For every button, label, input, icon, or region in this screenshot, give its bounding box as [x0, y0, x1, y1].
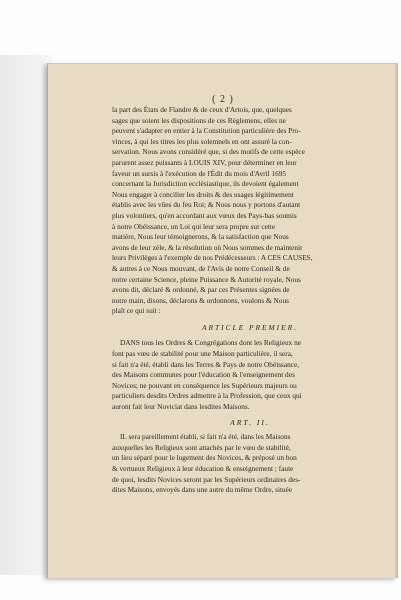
text-line: faveur un sursis à l'exécution de l'Édit du mois d'Avril 1695	[112, 168, 287, 178]
article-2-text	[112, 432, 388, 496]
article-heading: ART. II.	[230, 417, 270, 427]
page-number: ( 2 )	[212, 94, 234, 105]
text-line: établis avec les vûes du feu Roi; & Nous nous y portons d'autant	[112, 200, 301, 210]
text-line: auront fait leur Noviciat dans lesdites Maisons.	[112, 402, 250, 412]
text-line: Nous engager à concilier les droits & des usages légitimement	[112, 189, 294, 199]
text-line: avons dit, déclaré & ordonné, & par ces Présentes signées de	[112, 285, 290, 295]
facing-page-edge	[0, 55, 52, 575]
text-line: matière, Nous leur témoignerons, & la satisfaction que Nous	[112, 232, 289, 242]
article-heading: ARTICLE PREMIER.	[201, 322, 299, 332]
text-line: & vertueux Religieux à leur éducation & enseignement ; faute	[112, 464, 294, 473]
text-line: & autres à ce Nous mouvant, de l'Avis de notre Conseil & de	[112, 263, 290, 273]
text-line: de quoi, lesdits Novices seront par les Supérieurs ordinaires des-	[112, 474, 301, 484]
text-line: Novices; ne pouvant en conséquence les Supérieurs majeurs ou	[112, 380, 297, 390]
text-line: notre main, disons, déclarons & ordonnons, voulons & Nous	[112, 295, 289, 305]
text-line: parurent assez puissants à LOUIS XIV, pour déterminer en leur	[112, 157, 297, 167]
article-1-text	[112, 338, 388, 412]
text-line: vinces, à qui les titres les plus solemnels en ont assuré la con-	[112, 136, 292, 146]
text-line: plaît ce qui suit :	[112, 306, 161, 316]
text-line: IL sera pareillement établi, si fait n'a été, dans les Maisons	[120, 432, 291, 442]
text-line: des Maisons communes pour l'éducation & l'enseignement des	[112, 370, 295, 380]
text-line: un lieu séparé pour le logement des Novices, & préposé un bon	[112, 453, 297, 463]
text-line: peuvent s'adapter en entier à la Constitution particulière des Pro-	[112, 126, 301, 136]
text-line: notre certaine Science, pleine Puissance & Autorité royale, Nous	[112, 274, 301, 284]
text-line: à notre Obéissance, un Loi qui leur sera propre sur cette	[112, 221, 276, 231]
document-page	[47, 63, 398, 578]
page-body	[112, 105, 388, 496]
text-line: sages que soient les dispositions de ces Réglemens, elles ne	[112, 115, 286, 125]
text-line: concernant la Jurisdiction ecclésiastique, ils devoient également	[112, 179, 299, 189]
text-line: leurs Privilèges à l'exemple de nos Prédécesseurs : A CES CAUSES,	[112, 253, 313, 263]
text-line: plus volontiers, qu'en accordant aux vœux des Pays-bas soumis	[112, 210, 297, 220]
text-line: font pas vœu de stabilité pour une Maison particulière, il sera,	[112, 349, 293, 359]
text-line: auxquelles les Religieux sont attachés par le vœu de stabilité,	[112, 442, 291, 452]
text-line: si fait n'a été, établi dans les Terres & Pays de notre Obéissance,	[112, 359, 300, 369]
text-line: servation. Nous avons considéré que, si des motifs de cette espèce	[112, 147, 305, 157]
text-line: avons de leur zèle, & la résolution où Nous sommes de maintenir	[112, 242, 303, 252]
text-line: DANS tous les Ordres & Congrégations dont les Religieux ne	[120, 338, 301, 348]
text-line: la part des États de Flandre & de ceux d'Artois, que, quelques	[112, 105, 292, 114]
text-line: dites Maisons, envoyés dans une autre du même Ordre, située	[112, 485, 293, 495]
text-line: particuliers desdits Ordres admettre à la Profession, que ceux qui	[112, 391, 302, 401]
paragraph-preamble	[112, 105, 388, 317]
